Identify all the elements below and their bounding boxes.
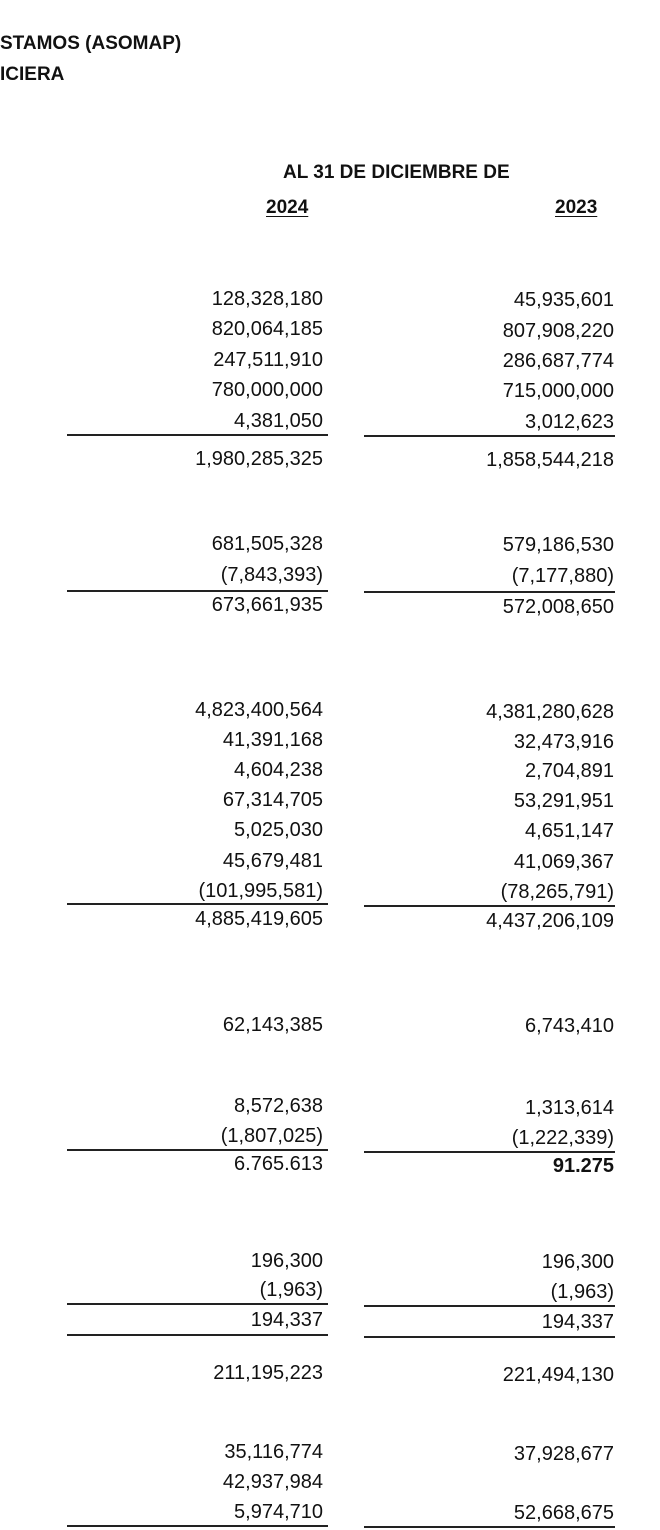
amount-2023: 41,069,367 [513,851,614,873]
subtotal-rule [364,1526,615,1528]
amount-2023: 715,000,000 [502,380,614,402]
amount-2024: 5,025,030 [234,819,323,841]
amount-2024: 45,679,481 [222,850,323,872]
amount-2024: 247,511,910 [213,349,323,371]
amount-2024: 820,064,185 [211,318,323,340]
amount-2024: (1,807,025) [220,1125,323,1147]
amount-2024: 41,391,168 [222,729,323,751]
subtotal-rule [364,1151,615,1153]
column-header-2023: 2023 [555,197,598,218]
amount-2023: 1,313,614 [525,1097,614,1119]
amount-2024: (101,995,581) [198,880,323,902]
amount-2024: 681,505,328 [211,533,323,555]
amount-2023: (78,265,791) [500,881,614,903]
amount-2024: 211,195,223 [213,1362,323,1384]
subtotal-2023: 1,858,544,218 [486,449,614,471]
amount-2023: 579,186,530 [502,534,614,556]
amount-2023: 2,704,891 [525,760,614,782]
amount-2024: 128,328,180 [211,288,323,310]
amount-2023: 37,928,677 [513,1443,614,1465]
amount-2024: 8,572,638 [234,1095,323,1117]
subtotal-2024: 4,885,419,605 [195,908,323,930]
subtotal-2023: 572,008,650 [502,596,614,618]
subtotal-rule [67,1525,328,1527]
amount-2023: 45,935,601 [513,289,614,311]
amount-2024: 62,143,385 [222,1014,323,1036]
subtotal-2024: 673,661,935 [211,594,323,616]
amount-2023: 807,908,220 [502,320,614,342]
subtotal-2023: 91.275 [552,1155,614,1177]
amount-2023: 196,300 [541,1251,614,1273]
subtotal-rule [67,590,328,592]
amount-2024: 42,937,984 [222,1471,323,1493]
amount-2024: 4,381,050 [234,410,323,432]
amount-2024: (1,963) [259,1279,323,1301]
amount-2023: 4,381,280,628 [486,701,614,723]
amount-2023: 4,651,147 [525,820,614,842]
amount-2023: 32,473,916 [513,731,614,753]
amount-2023: (7,177,880) [511,565,614,587]
amount-2024: (7,843,393) [220,564,323,586]
subtotal-rule [67,434,328,436]
subtotal-rule [364,435,615,437]
amount-2023: (1,222,339) [511,1127,614,1149]
subtotal-rule [67,1334,328,1336]
subtotal-2024: 1,980,285,325 [195,448,323,470]
report-title-line-1: STAMOS (ASOMAP) [0,33,182,54]
amount-2024: 196,300 [250,1250,323,1272]
amount-2024: 780,000,000 [211,379,323,401]
amount-2023: (1,963) [550,1281,614,1303]
subtotal-2023: 4,437,206,109 [486,910,614,932]
amount-2023: 53,291,951 [513,790,614,812]
subtotal-rule [364,905,615,907]
amount-2023: 3,012,623 [525,411,614,433]
report-title-line-2: ICIERA [0,64,65,85]
subtotal-2024: 194,337 [250,1309,323,1331]
subtotal-rule [364,1336,615,1338]
subtotal-2024: 6.765.613 [234,1153,323,1175]
subtotal-2023: 194,337 [541,1311,614,1333]
subtotal-rule [364,591,615,593]
amount-2023: 52,668,675 [513,1502,614,1524]
subtotal-rule [67,1303,328,1305]
subtotal-rule [67,903,328,905]
period-heading: AL 31 DE DICIEMBRE DE [283,162,510,183]
amount-2024: 4,604,238 [234,759,323,781]
subtotal-rule [67,1149,328,1151]
amount-2024: 4,823,400,564 [195,699,323,721]
amount-2023: 221,494,130 [502,1364,614,1386]
amount-2024: 5,974,710 [234,1501,323,1523]
subtotal-rule [364,1305,615,1307]
amount-2024: 67,314,705 [222,789,323,811]
column-header-2024: 2024 [266,197,309,218]
amount-2024: 35,116,774 [224,1441,323,1463]
amount-2023: 286,687,774 [502,350,614,372]
amount-2023: 6,743,410 [525,1015,614,1037]
